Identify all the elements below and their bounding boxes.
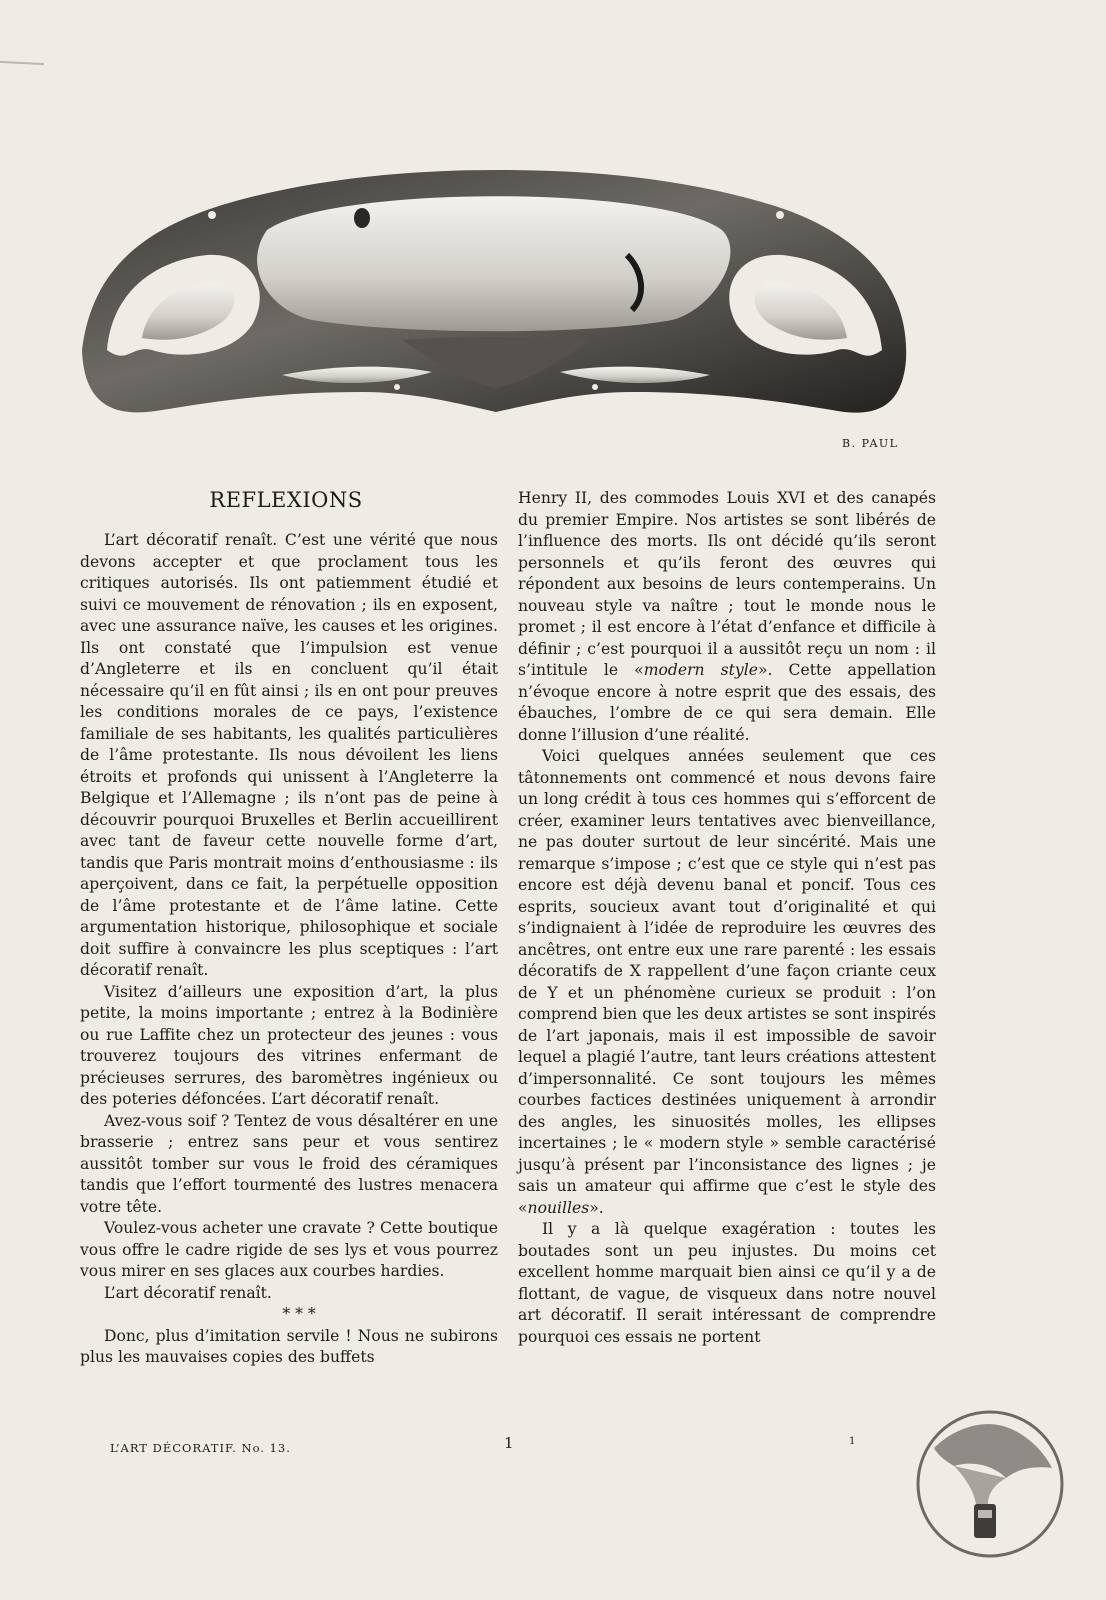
text-column-left [80,530,498,1369]
paragraph: Avez-vous soif ? Tentez de vous désaltérer en une brasserie ; entrez sans peur et vous sentirez aussitôt tomber sur vous le froid des céramiques tandis que l’effort tourmenté des lustres menacera votre tête. [80,1111,498,1216]
footer-page-number-small: 1 [849,1436,856,1447]
paragraph: L’art décoratif renaît. [104,1283,272,1302]
footer-journal-title: L’ART DÉCORATIF. No. 13. [110,1441,291,1455]
paragraph: Voici quelques années seulement que ces tâtonnements ont commencé et nous devons faire un long crédit à tous ces hommes qui s’efforcent de créer, examiner leurs tentatives avec bienveillance, ne pas douter surtout de leur sincérité. Mais une remarque s’impose ; c’est que ce style qui n’est pas encore est déjà devenu banal et poncif. Tous ces esprits, soucieux avant tout d’originalité et qui s’indignaient à l’idée de reproduire les œuvres des ancêtres, ont entre eux une rare parenté : les essais décoratifs de X rappellent d’une façon criante ceux de Y et un phénomène curieux se produit : l’on comprend bien que les deux artistes se sont inspirés de l’art japonais, mais il est impossible de savoir lequel a plagié l’autre, tant leurs créations attestent d’impersonnalité. Ce sont toujours les mêmes courbes factices destinées uniquement à arrondir des angles, les sinuosités molles, les ellipses incertaines ; le « modern style » semble caractérisé jusqu’à présent par l’inconsistance des lignes ; je sais un amateur qui affirme que c’est le style des «nouilles». [518,747,936,1217]
image-credit: B. PAUL [842,437,899,450]
section-separator: * * * [282,1305,316,1323]
text-column-right [518,488,936,1348]
footer-page-number: 1 [504,1434,514,1452]
paragraph: Henry II, des commodes Louis XVI et des canapés du premier Empire. Nos artistes se sont libérés de l’influence des morts. Ils ont décidé qu’ils seront personnels et qu’ils feront des œuvres qui répondent aux besoins de leurs contemperains. Un nouveau style va naître ; tout le monde nous le promet ; il est encore à l’état d’enfance et difficile à définir ; c’est pourquoi il a aussitôt reçu un nom : il s’intitule le «modern style». Cette appellation n’évoque encore à notre esprit que des essais, des ébauches, l’ombre de ce qui sera demain. Elle donne l’illusion d’une réalité. [518,489,936,744]
page-scratch [0,61,44,65]
ornamental-plate-photo [72,160,920,430]
paragraph: Voulez-vous acheter une cravate ? Cette boutique vous offre le cadre rigide de ses lys et vous pourrez vous mirer en ses glaces aux courbes hardies. [80,1219,498,1280]
paragraph: Donc, plus d’imitation servile ! Nous ne subirons plus les mauvaises copies des buffets [80,1326,498,1366]
paragraph: Visitez d’ailleurs une exposition d’art, la plus petite, la moins importante ; entrez à la Bodinière ou rue Laffite chez un protecteur des jeunes : vous trouverez toujours des vitrines enfermant de précieuses serrures, des baromètres ingénieux ou des poteries défoncées. L’art décoratif renaît. [80,982,498,1108]
paragraph: Il y a là quelque exagération : toutes les boutades sont un peu injustes. Du moins cet excellent homme marquait bien ainsi ce qu’il y a de flottant, de vague, de visqueux dans notre nouvel art décoratif. Il serait intéressant de comprendre pourquoi ces essais ne portent [518,1220,936,1346]
article-title: REFLEXIONS [209,488,363,512]
hand-stamp-icon [914,1408,1066,1560]
paragraph: L’art décoratif renaît. C’est une vérité que nous devons accepter et que proclament tous les critiques autorisés. Ils ont patiemment étudié et suivi ce mouvement de rénovation ; ils en exposent, avec une assurance naïve, les causes et les origines. Ils ont constaté que l’impulsion est venue d’Angleterre et ils en concluent qu’il était nécessaire qu’il en fût ainsi ; ils en ont pour preuves les conditions morales de ce pays, l’existence familiale de ses habitants, les qualités particulières de l’âme protestante. Ils nous dévoilent les liens étroits et profonds qui unissent à l’Angleterre la Belgique et l’Allemagne ; ils n’ont pas de peine à découvrir pourquoi Bruxelles et Berlin accueillirent avec tant de faveur cette nouvelle forme d’art, tandis que Paris montrait moins d’enthousiasme : ils aperçoivent, dans ce fait, la perpétuelle opposition de l’âme protestante et de l’âme latine. Cette argumentation historique, philosophique et sociale doit suffire à convaincre les plus sceptiques : l’art décoratif renaît. [80,531,498,979]
